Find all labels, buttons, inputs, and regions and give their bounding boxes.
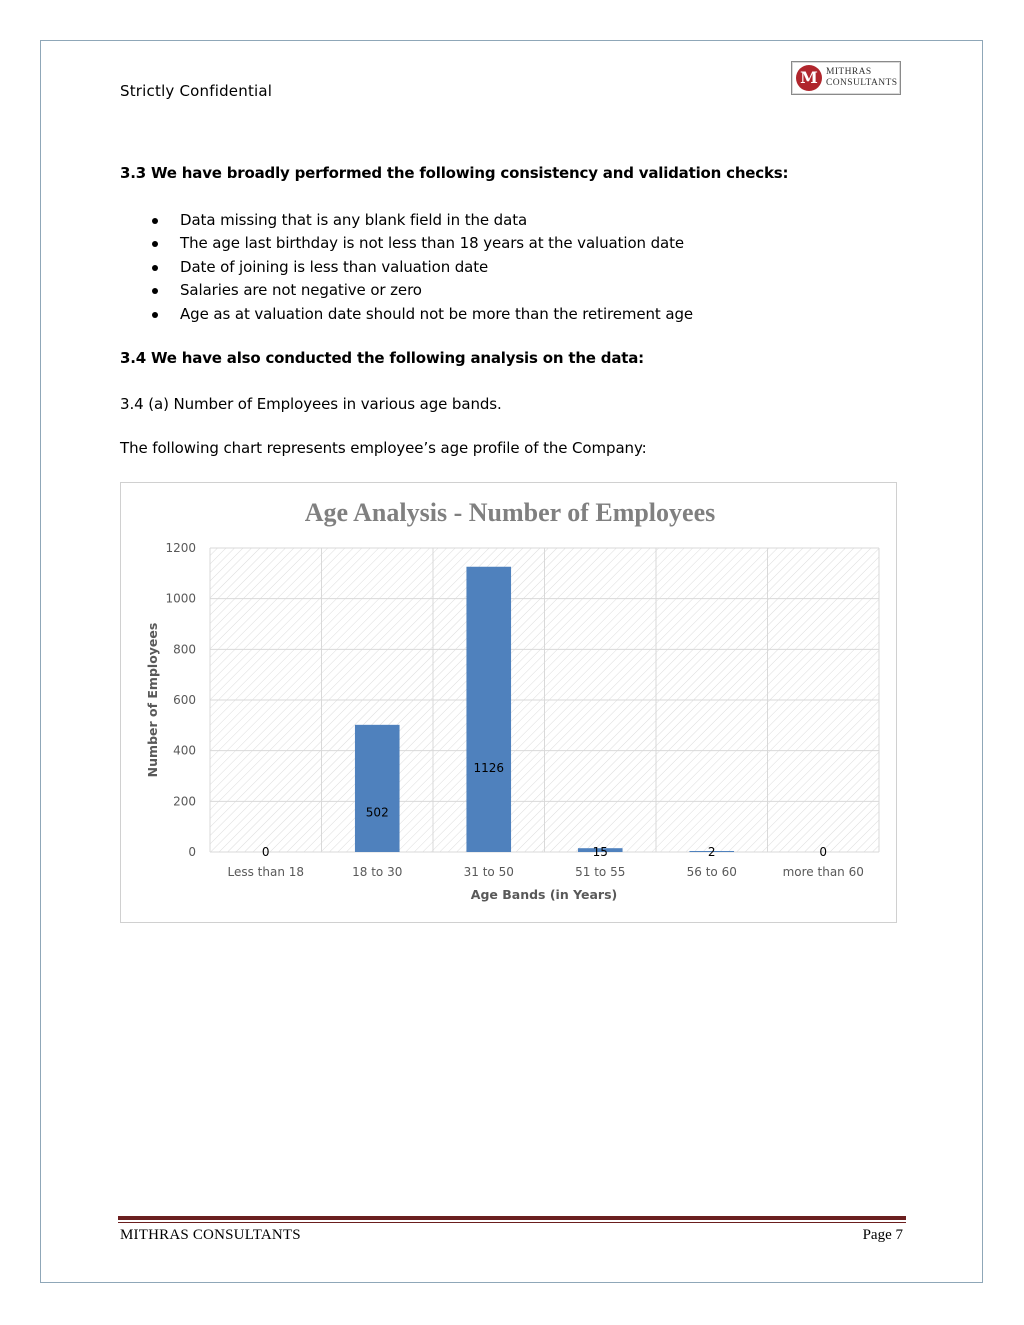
list-item-text: The age last birthday is not less than 18 years at the valuation date (180, 234, 685, 253)
x-tick-label: 56 to 60 (686, 865, 737, 879)
logo-line-2: CONSULTANTS (826, 78, 898, 88)
footer-rule-thin (118, 1222, 906, 1223)
list-item (148, 256, 693, 279)
list-item-text: Salaries are not negative or zero (180, 281, 422, 300)
y-tick-label: 0 (188, 845, 196, 859)
chart-intro-text: The following chart represents employee’s age profile of the Company: (120, 439, 647, 457)
footer-page-number: Page 7 (862, 1227, 903, 1243)
y-tick-label: 1000 (165, 591, 196, 606)
bullet-icon (152, 265, 158, 271)
data-label: 502 (365, 805, 389, 820)
x-tick-label: more than 60 (782, 865, 864, 879)
x-tick-label: 18 to 30 (352, 865, 403, 879)
data-label: 0 (261, 845, 270, 859)
list-item-text: Data missing that is any blank field in the data (180, 211, 528, 229)
section-3-3-heading: 3.3 We have broadly performed the following consistency and validation checks: (120, 164, 789, 182)
x-axis-title: Age Bands (in Years) (470, 887, 618, 902)
footer-rule (118, 1216, 906, 1220)
footer-company: MITHRAS CONSULTANTS (120, 1227, 301, 1243)
chart-title: Age Analysis - Number of Employees (304, 498, 716, 527)
age-analysis-chart (120, 482, 897, 923)
y-axis-ticks (165, 541, 196, 859)
chart-svg (121, 483, 898, 924)
list-item (148, 303, 693, 326)
bullet-icon (152, 312, 158, 318)
x-tick-label: Less than 18 (227, 865, 305, 879)
data-label: 15 (592, 845, 608, 859)
confidentiality-label: Strictly Confidential (120, 82, 273, 100)
list-item-text: Age as at valuation date should not be more than the retirement age (180, 304, 694, 323)
y-tick-label: 800 (173, 642, 196, 657)
list-item-text: Date of joining is less than valuation date (180, 257, 489, 276)
y-tick-label: 200 (173, 794, 196, 809)
logo-text (826, 67, 897, 89)
section-3-4-heading: 3.4 We have also conducted the following analysis on the data: (120, 349, 644, 367)
bullet-icon (152, 288, 158, 294)
list-item (148, 232, 693, 255)
y-tick-label: 400 (173, 743, 196, 758)
bar (466, 567, 511, 852)
x-tick-label: 51 to 55 (575, 865, 626, 879)
x-tick-label: 31 to 50 (463, 865, 514, 879)
x-axis-ticks (227, 865, 863, 879)
y-tick-label: 1200 (165, 541, 196, 555)
list-item (148, 279, 693, 302)
data-label: 0 (819, 845, 828, 859)
data-label: 1126 (473, 761, 505, 776)
list-item (148, 209, 693, 232)
y-axis-title: Number of Employees (145, 622, 160, 778)
data-label: 2 (707, 845, 716, 859)
section-3-4-subheading: 3.4 (a) Number of Employees in various age bands. (120, 395, 502, 413)
bar (355, 725, 400, 852)
company-logo (791, 61, 901, 95)
bullet-icon (152, 241, 158, 247)
logo-mark-icon: M (796, 65, 822, 91)
bullet-icon (152, 218, 158, 224)
logo-line-1: MITHRAS (826, 67, 872, 77)
y-tick-label: 600 (173, 693, 196, 707)
validation-checks-list (148, 209, 693, 326)
